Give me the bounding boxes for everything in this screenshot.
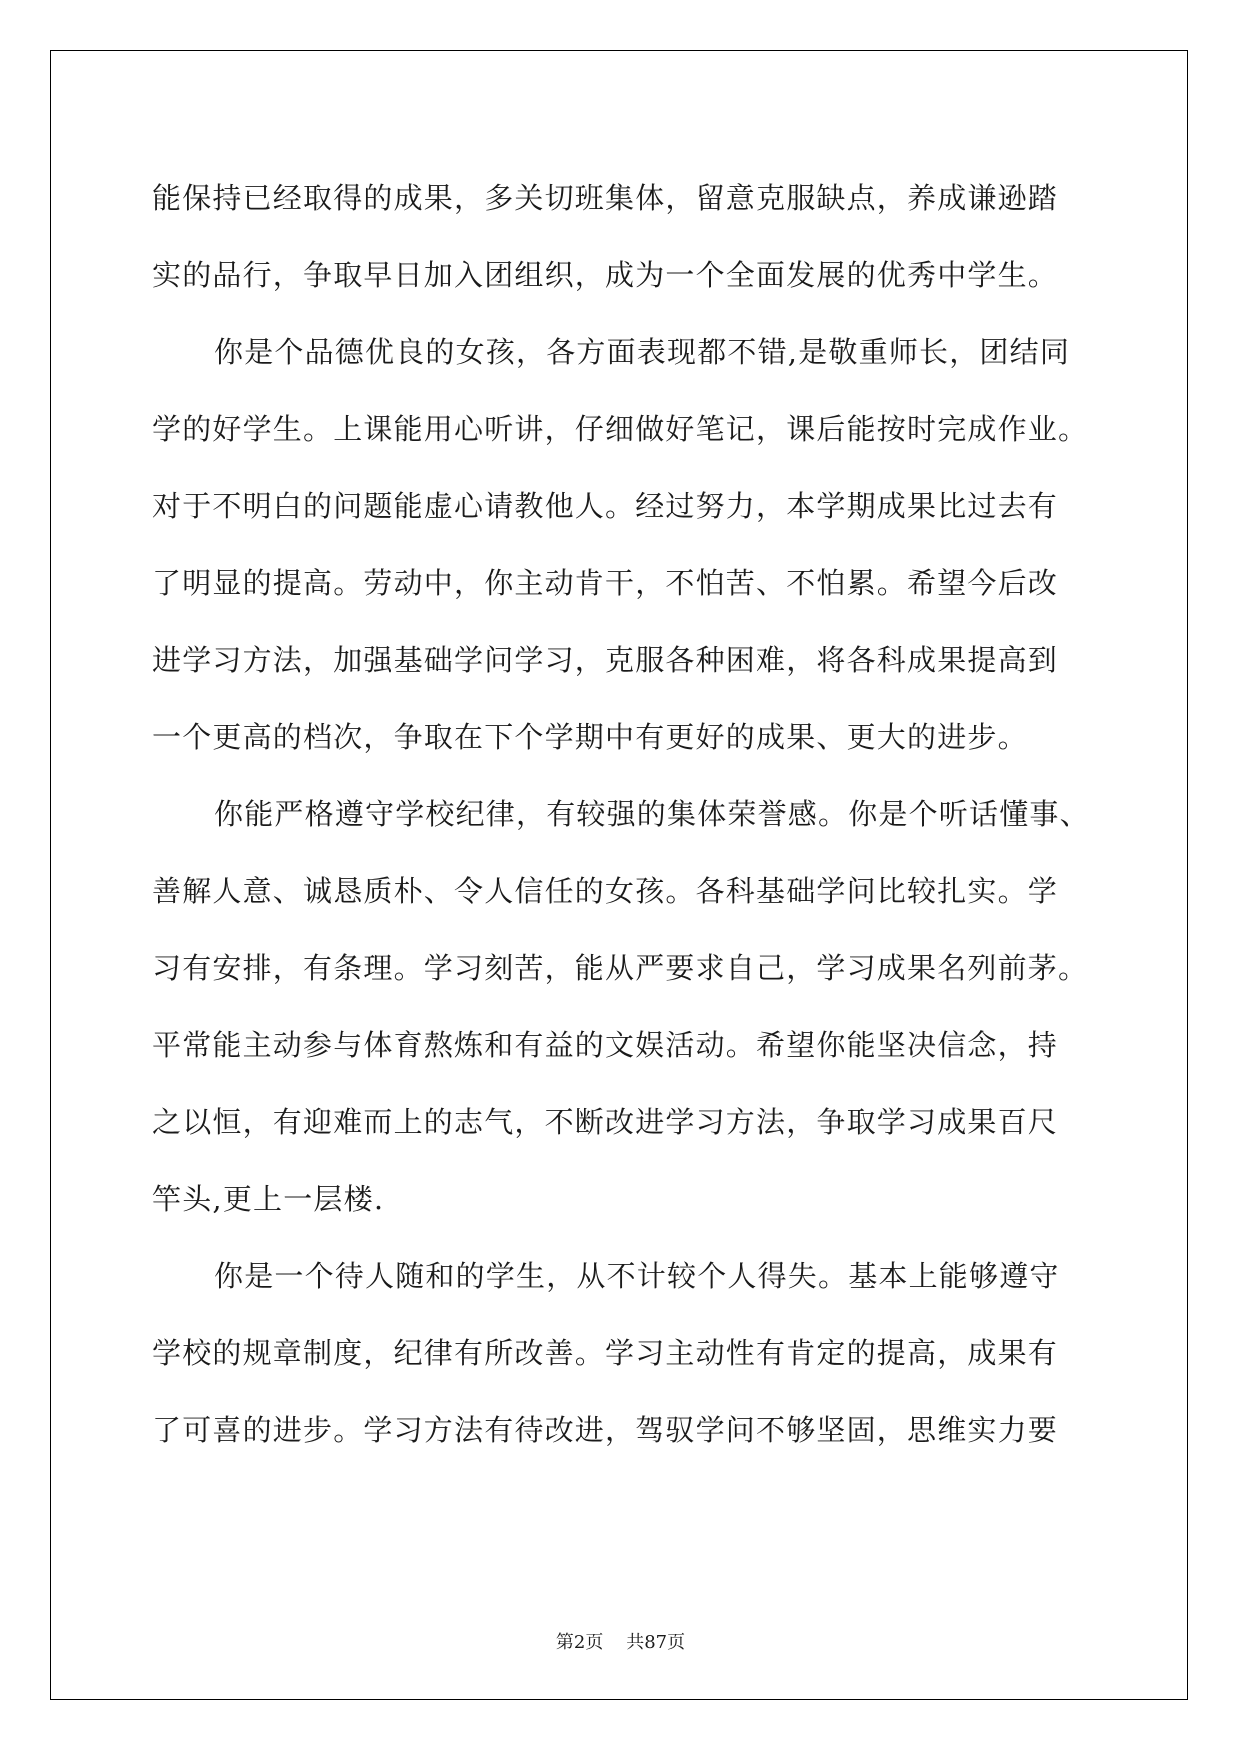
document-body (152, 160, 1092, 1469)
text-line: 平常能主动参与体育熬炼和有益的文娱活动。希望你能坚决信念，持 (152, 1028, 1059, 1062)
text-line: 学的好学生。上课能用心听讲，仔细做好笔记，课后能按时完成作业。 (152, 412, 1089, 446)
text-line: 进学习方法，加强基础学问学习，克服各种困难，将各科成果提高到 (152, 643, 1059, 677)
text-line: 你能严格遵守学校纪律，有较强的集体荣誉感。你是个听话懂事、 (214, 797, 1090, 831)
text-line: 你是个品德优良的女孩，各方面表现都不错,是敬重师长，团结同 (214, 335, 1071, 369)
text-line: 你是一个待人随和的学生，从不计较个人得失。基本上能够遵守 (214, 1259, 1060, 1293)
text-line: 对于不明白的问题能虚心请教他人。经过努力，本学期成果比过去有 (152, 489, 1059, 523)
text-line: 学校的规章制度，纪律有所改善。学习主动性有肯定的提高，成果有 (152, 1336, 1059, 1370)
text-line: 习有安排，有条理。学习刻苦，能从严要求自己，学习成果名列前茅。 (152, 951, 1089, 985)
text-line: 之以恒，有迎难而上的志气，不断改进学习方法，争取学习成果百尺 (152, 1105, 1059, 1139)
page-total: 共87页 (626, 1632, 686, 1653)
page-footer (0, 1628, 1241, 1654)
page-number: 第2页 (555, 1632, 604, 1653)
text-line: 善解人意、诚恳质朴、令人信任的女孩。各科基础学问比较扎实。学 (152, 874, 1059, 908)
text-line: 实的品行，争取早日加入团组织，成为一个全面发展的优秀中学生。 (152, 258, 1059, 292)
text-line: 能保持已经取得的成果，多关切班集体，留意克服缺点，养成谦逊踏 (152, 181, 1059, 215)
text-line: 了可喜的进步。学习方法有待改进，驾驭学问不够坚固，思维实力要 (152, 1413, 1059, 1447)
text-line: 一个更高的档次，争取在下个学期中有更好的成果、更大的进步。 (152, 720, 1028, 754)
text-line: 竿头,更上一层楼. (152, 1182, 385, 1216)
text-line: 了明显的提高。劳动中，你主动肯干，不怕苦、不怕累。希望今后改 (152, 566, 1059, 600)
